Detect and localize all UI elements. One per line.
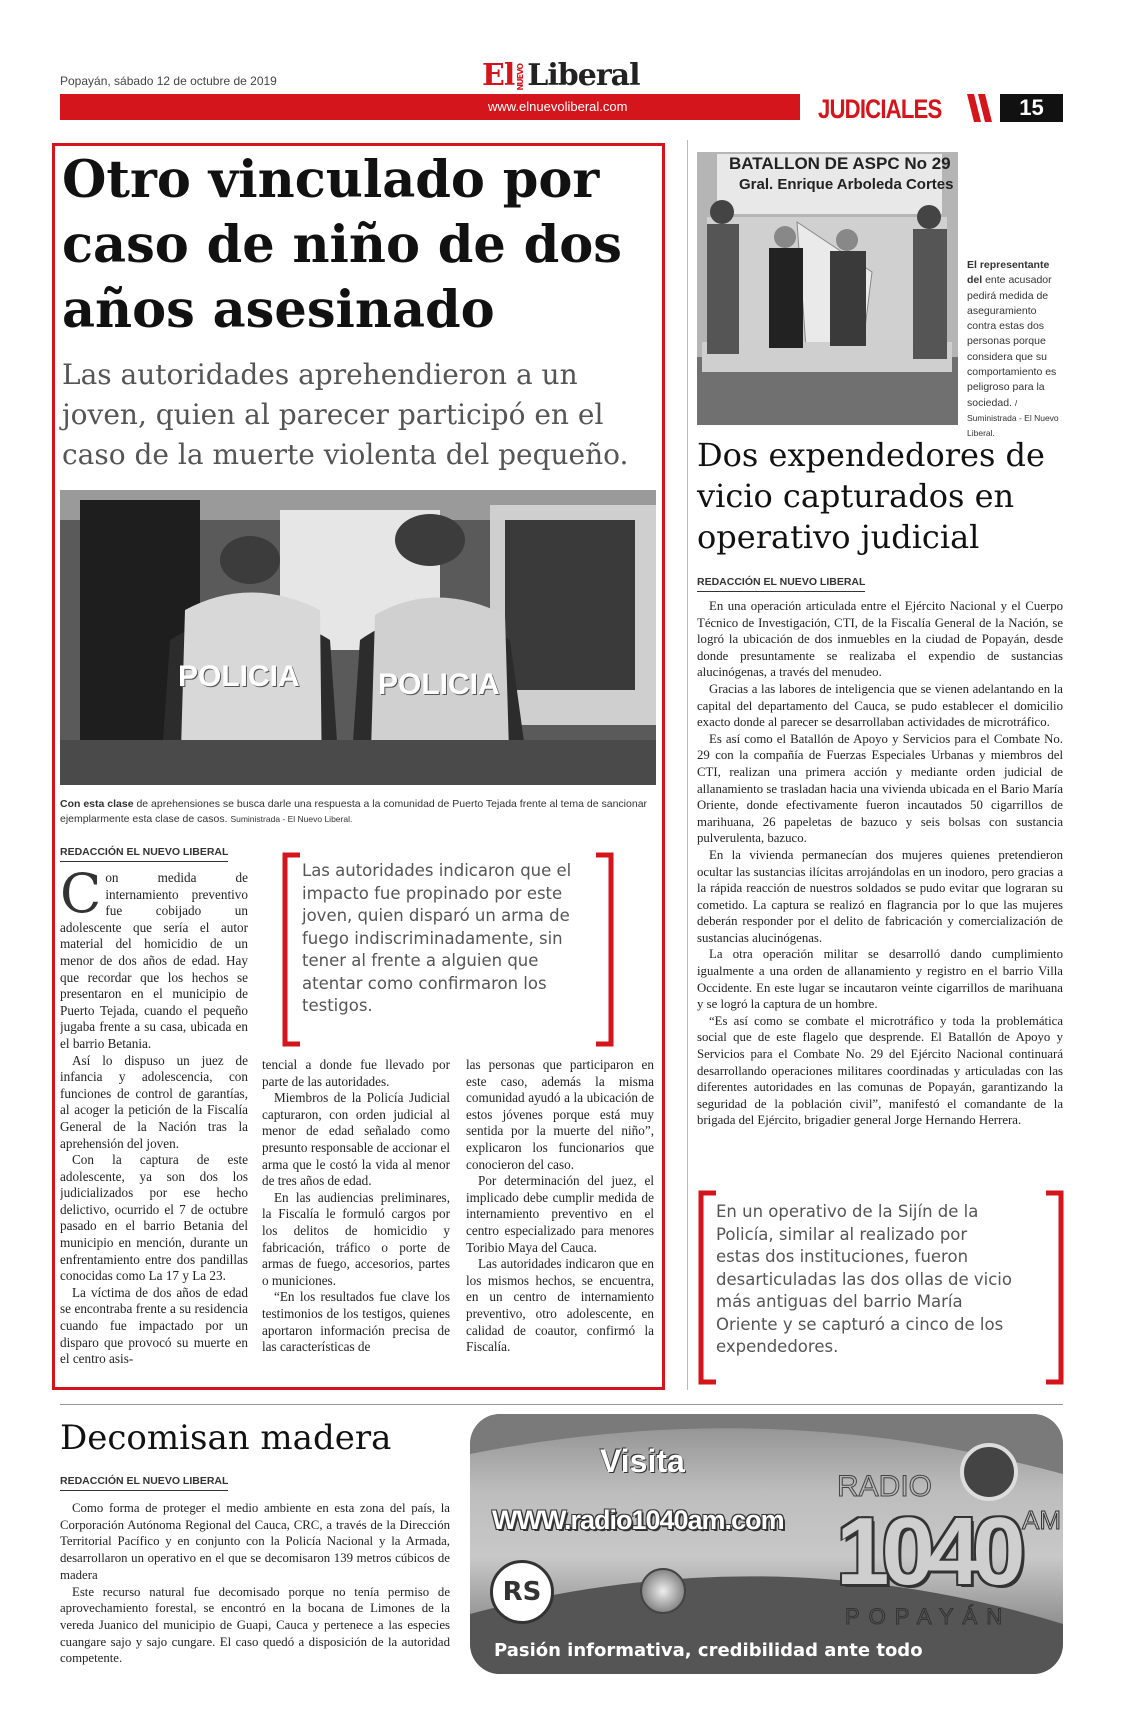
paragraph: En una operación articulada entre el Ejército Nacional y el Cuerpo Técnico de Investigación, CTI, de la Fiscalía General de la Nación, se logró la ubicación de dos inmuebles en la ciudad de Popayán, desde donde presuntamente se realizaba el expendio de sustancias alucinógenas, a través del menudeo. xyxy=(697,599,1063,680)
caption-body: de aprehensiones se busca darle una respuesta a la comunidad de Puerto Tejada frente al tema de sancionar ejemplarmente esta clase de casos. xyxy=(60,798,648,825)
paragraph: Por determinación del juez, el implicado debe cumplir medida de internamiento preventivo en el centro especializado para menores Toribio Maya del Cauca. xyxy=(466,1173,654,1255)
photo-caption xyxy=(60,797,656,827)
sign-line-2: Gral. Enrique Arboleda Cortes xyxy=(739,176,954,193)
paragraph: En las audiencias preliminares, la Fiscalía le formuló cargos por los delitos de homicidio y fabricación, tráfico o porte de armas de fuego, accesorios, partes o municiones. xyxy=(262,1189,450,1288)
ad-slogan: Pasión informativa, credibilidad ante todo xyxy=(494,1640,923,1661)
newspaper-logo xyxy=(482,58,639,93)
paragraph: La víctima de dos años de edad se encontraba frente a su residencia cuando fue impactado por un disparo que provocó su muerte en el centro asis- xyxy=(60,1284,248,1367)
main-headline: Otro vinculado por caso de niño de dos años asesinado xyxy=(62,150,623,340)
page-number: 15 xyxy=(1000,94,1063,122)
section-stripes-icon xyxy=(965,94,995,122)
main-column-1 xyxy=(60,870,248,1380)
ad-city: POPAYÁN xyxy=(845,1604,1012,1629)
logo-nuevo: NUEVO xyxy=(516,63,526,91)
rs-logo-icon: RS xyxy=(490,1560,554,1624)
dateline: Popayán, sábado 12 de octubre de 2019 xyxy=(60,74,277,88)
column-divider xyxy=(687,140,688,1390)
bottom-article-body xyxy=(60,1500,450,1680)
ad-radio: RADIO xyxy=(837,1470,933,1503)
caption-credit: Suministrada - El Nuevo Liberal. xyxy=(230,814,353,824)
side-headline: Dos expendedores de vicio capturados en operativo judicial xyxy=(697,436,1045,556)
side-byline: REDACCIÓN EL NUEVO LIBERAL xyxy=(697,576,865,592)
bottom-byline: REDACCIÓN EL NUEVO LIBERAL xyxy=(60,1475,228,1491)
paragraph: “Es así como se combate el microtráfico y toda la problemática social que de este flagelo que desprende. El Batallón de Apoyo y Servicios para el Combate No. 29 del Ejército Nacional continuará desarrollando operaciones militares coordinadas y articuladas con las diferentes autoridades en las comunas de Popayán, garantizando la seguridad de la población civil”, manifestó el comandante de la brigada del Ejército, brigadier general Jorge Hernando Herrera. xyxy=(697,1013,1063,1128)
ad-am: AM xyxy=(1022,1505,1061,1535)
paragraph: Es así como el Batallón de Apoyo y Servicios para el Combate No. 29 con la compañía de Fuerzas Especiales Urbanas y miembros del CTI, realizan una primera acción y mediante orden judicial de allanamiento se trasladan hacia una vivienda ubicada en el Bario María Oriente, donde efectivamente fueron incautados 50 cigarrillos de marihuana, 26 papeletas de bazuco y seis bolsas con sustancia pulverulenta, bazuco. xyxy=(697,731,1063,846)
main-deck: Las autoridades aprehendieron a un joven, quien al parecer participó en el caso de la muerte violenta del pequeño. xyxy=(62,358,629,471)
side-photo-caption xyxy=(967,258,1067,442)
header-red-bar xyxy=(60,94,800,120)
paragraph: Con la captura de este adolescente, ya son dos los judicializados por ese hecho delictivo, ocurrido el 7 de octubre pasado en el barrio Betania del municipio en mención, durante un enfrentamiento entre dos pandillas conocidas como La 17 y La 23. xyxy=(60,1152,248,1284)
bottom-headline: Decomisan madera xyxy=(60,1418,392,1458)
side-article-body xyxy=(697,598,1063,1178)
ad-frequency: 1040 xyxy=(836,1498,1018,1605)
side-pull-quote: En un operativo de la Sijín de la Policía, similar al realizado por estas dos instituciones, fueron desarticuladas las dos ollas de vicio más antiguas del barrio María Oriente y se capturó a cinco de los expendedores. xyxy=(716,1202,1012,1356)
paragraph: Este recurso natural fue decomisado porque no tenía permiso de aprovechamiento forestal, se encontró en la bocana de Limones de la vereda Juanico del municipio de Guapi, Cauca y pertenece a las especies cuangare sajo y sajo cungare. El caso quedó a disposición de la autoridad competente. xyxy=(60,1584,450,1666)
logo-el: El xyxy=(482,58,515,93)
paragraph: las personas que participaron en este caso, además la misma comunidad ayudó a la ubicación de estos jóvenes porque está muy sentida por la muerte del niño”, explicaron los funcionarios que conocieron del caso. xyxy=(466,1057,654,1172)
vest-label-right: POLICIA xyxy=(378,668,500,701)
logo-liberal: Liberal xyxy=(527,58,640,93)
paragraph: “En los resultados fue clave los testimonios de los testigos, quienes aportaron información precisa de las características de xyxy=(262,1289,450,1355)
microphone-icon xyxy=(960,1443,1018,1501)
website-url[interactable]: www.elnuevoliberal.com xyxy=(488,99,628,114)
battalion-photo xyxy=(697,152,958,425)
caption-lead: El representante del xyxy=(967,259,1050,287)
caption-lead: Con esta clase xyxy=(60,798,134,810)
caption-credit: / Suministrada - El Nuevo Liberal. xyxy=(967,397,1059,439)
ad-visita: Visita xyxy=(600,1443,685,1479)
main-column-2 xyxy=(262,1057,450,1382)
paragraph: Miembros de la Policía Judicial capturaron, con orden judicial al menor de edad señalado como presunto responsable de accionar el arma que le costó la vida al menor de tres años de edad. xyxy=(262,1090,450,1189)
caption-body: ente acusador pedirá medida de aseguramiento contra estas dos personas porque considera que su comportamiento es peligroso para la sociedad. xyxy=(967,274,1057,409)
bottom-divider xyxy=(60,1404,1063,1405)
sign-line-1: BATALLON DE ASPC No 29 xyxy=(729,154,951,173)
section-title: JUDICIALES xyxy=(818,94,942,124)
paragraph: Como forma de proteger el medio ambiente en esta zona del país, la Corporación Autónoma Regional del Cauca, CRC, a través de la Dirección Territorial Pacífico y en conjunto con la Policía Nacional y la Armada, desarrollaron un operativo en el que se decomisaron 139 metros cúbicos de madera xyxy=(60,1501,450,1582)
paragraph: Gracias a las labores de inteligencia que se vienen adelantando en la capital del departamento del Cauca, se pudo establecer el domicilio exacto donde al parecer se desarrollaban actividades de microtráfico. xyxy=(697,681,1063,730)
paragraph: tencial a donde fue llevado por parte de las autoridades. xyxy=(262,1057,450,1089)
paragraph: Las autoridades indicaron que en los mismos hechos, se encuentra, en un centro de internamiento preventivo, otro adolescente, en calidad de coautor, confirmó la Fiscalía. xyxy=(466,1256,654,1355)
main-column-3 xyxy=(466,1057,654,1382)
paragraph: Así lo dispuso un juez de infancia y adolescencia, con funciones de control de garantías, al acoger la petición de la Fiscalía General de la Nación tras la aprehensión del joven. xyxy=(60,1052,248,1151)
vest-label-left: POLICIA xyxy=(178,660,300,693)
pull-quote: Las autoridades indicaron que el impacto fue propinado por este joven, quien disparó un arma de fuego indiscriminadamente, sin tener al frente a alguien que atentar como confirmaron los testigos. xyxy=(302,861,572,1015)
globe-icon xyxy=(640,1568,686,1614)
main-byline: REDACCIÓN EL NUEVO LIBERAL xyxy=(60,846,228,862)
police-photo xyxy=(60,490,656,785)
paragraph: on medida de internamiento preventivo fue cobijado un adolescente que sería el autor material del homicidio de un menor de dos años de edad. Hay que recordar que los hechos se presentaron en el municipio de Puerto Tejada, cuando el pequeño jugaba frente a su casa, ubicada en el barrio Betania. xyxy=(60,870,248,1051)
dropcap: C xyxy=(60,870,102,925)
ad-url[interactable]: WWW.radio1040am.com xyxy=(492,1505,784,1535)
paragraph: La otra operación militar se desarrolló dando cumplimiento igualmente a una orden de allanamiento y registro en el barrio Villa Occidente. En este lugar se incautaron veinte cigarrillos de marihuana y se logró la captura de un hombre. xyxy=(697,947,1063,1012)
paragraph: En la vivienda permanecían dos mujeres quienes pretendieron ocultar las sustancias ilícitas arrojándolas en un inodoro, pero gracias a la rápida reacción de nuestros soldados se pudo evitar que lograran su cometido. La captura se realizó en flagrancia por lo que las mujeres deberán responder por el delito de fabricación y comercialización de sustancias alucinógenas. xyxy=(697,847,1063,945)
